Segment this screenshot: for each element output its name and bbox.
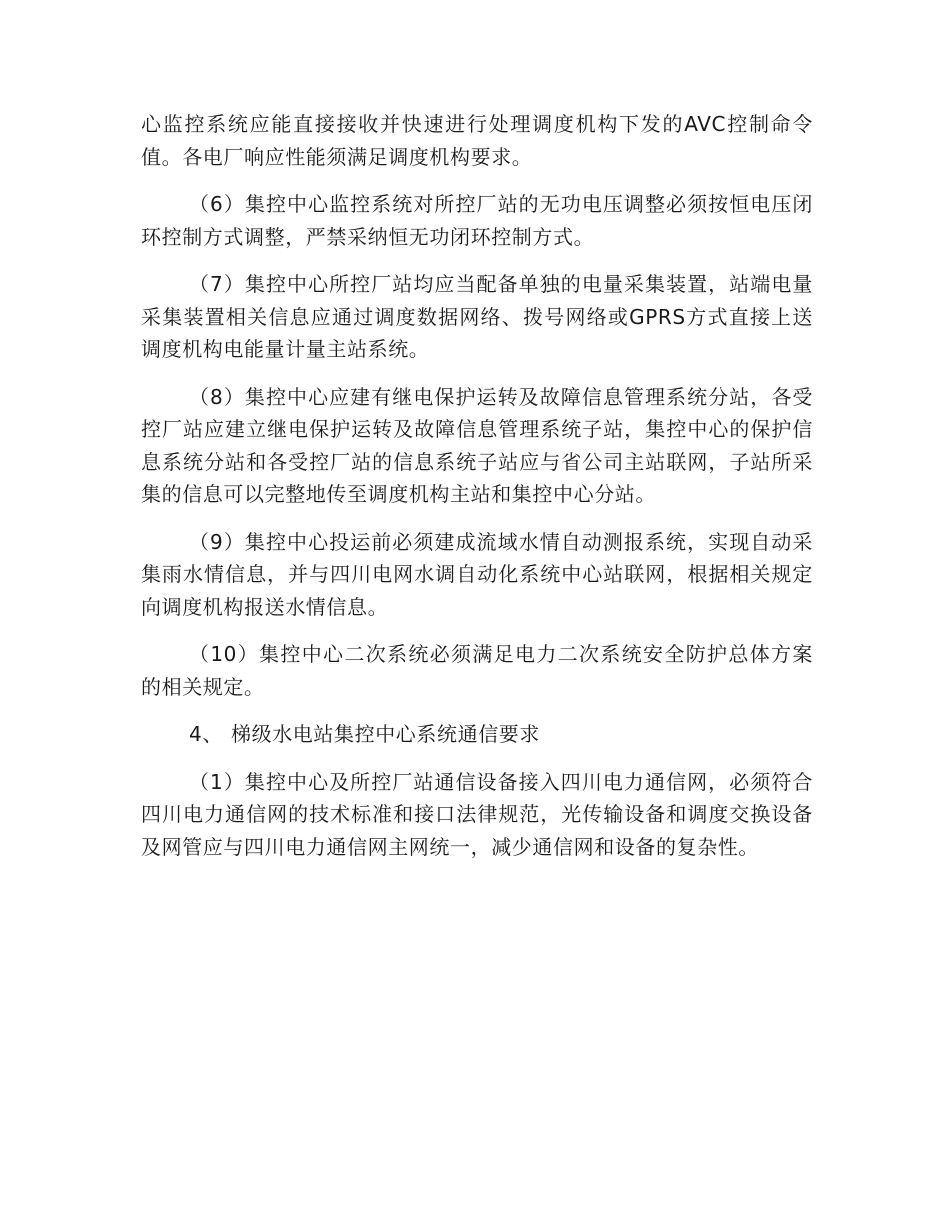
paragraph-item-8: （8）集控中心应建有继电保护运转及故障信息管理系统分站，各受控厂站应建立继电保护运转及故障信息管理系统子站，集控中心的保护信息系统分站和各受控厂站的信息系统子站应与省公司主站联网，子站所采集的信息可以完整地传至调度机构主站和集控中心分站。 bbox=[141, 384, 813, 506]
paragraph-item-9: （9）集控中心投运前必须建成流域水情自动测报系统，实现自动采集雨水情信息，并与四川电网水调自动化系统中心站联网，根据相关规定向调度机构报送水情信息。 bbox=[141, 529, 813, 619]
section-heading bbox=[141, 718, 813, 751]
section-heading-number: 4、 bbox=[189, 722, 223, 746]
paragraph-item-10: （10）集控中心二次系统必须满足电力二次系统安全防护总体方案的相关规定。 bbox=[141, 642, 813, 699]
paragraph-item-4-1: （1）集控中心及所控厂站通信设备接入四川电力通信网，必须符合四川电力通信网的技术标准和接口法律规范，光传输设备和调度交换设备及网管应与四川电力通信网主网统一，减少通信网和设备的复杂性。 bbox=[141, 769, 813, 859]
paragraph-continuation: 心监控系统应能直接接收并快速进行处理调度机构下发的AVC控制命令值。各电厂响应性能须满足调度机构要求。 bbox=[141, 112, 813, 169]
document-body bbox=[141, 108, 813, 863]
paragraph-item-6: （6）集控中心监控系统对所控厂站的无功电压调整必须按恒电压闭环控制方式调整，严禁采纳恒无功闭环控制方式。 bbox=[141, 192, 813, 249]
paragraph-item-7: （7）集控中心所控厂站均应当配备单独的电量采集装置，站端电量采集装置相关信息应通过调度数据网络、拨号网络或GPRS方式直接上送调度机构电能量计量主站系统。 bbox=[141, 272, 813, 361]
section-heading-title: 梯级水电站集控中心系统通信要求 bbox=[231, 722, 540, 746]
